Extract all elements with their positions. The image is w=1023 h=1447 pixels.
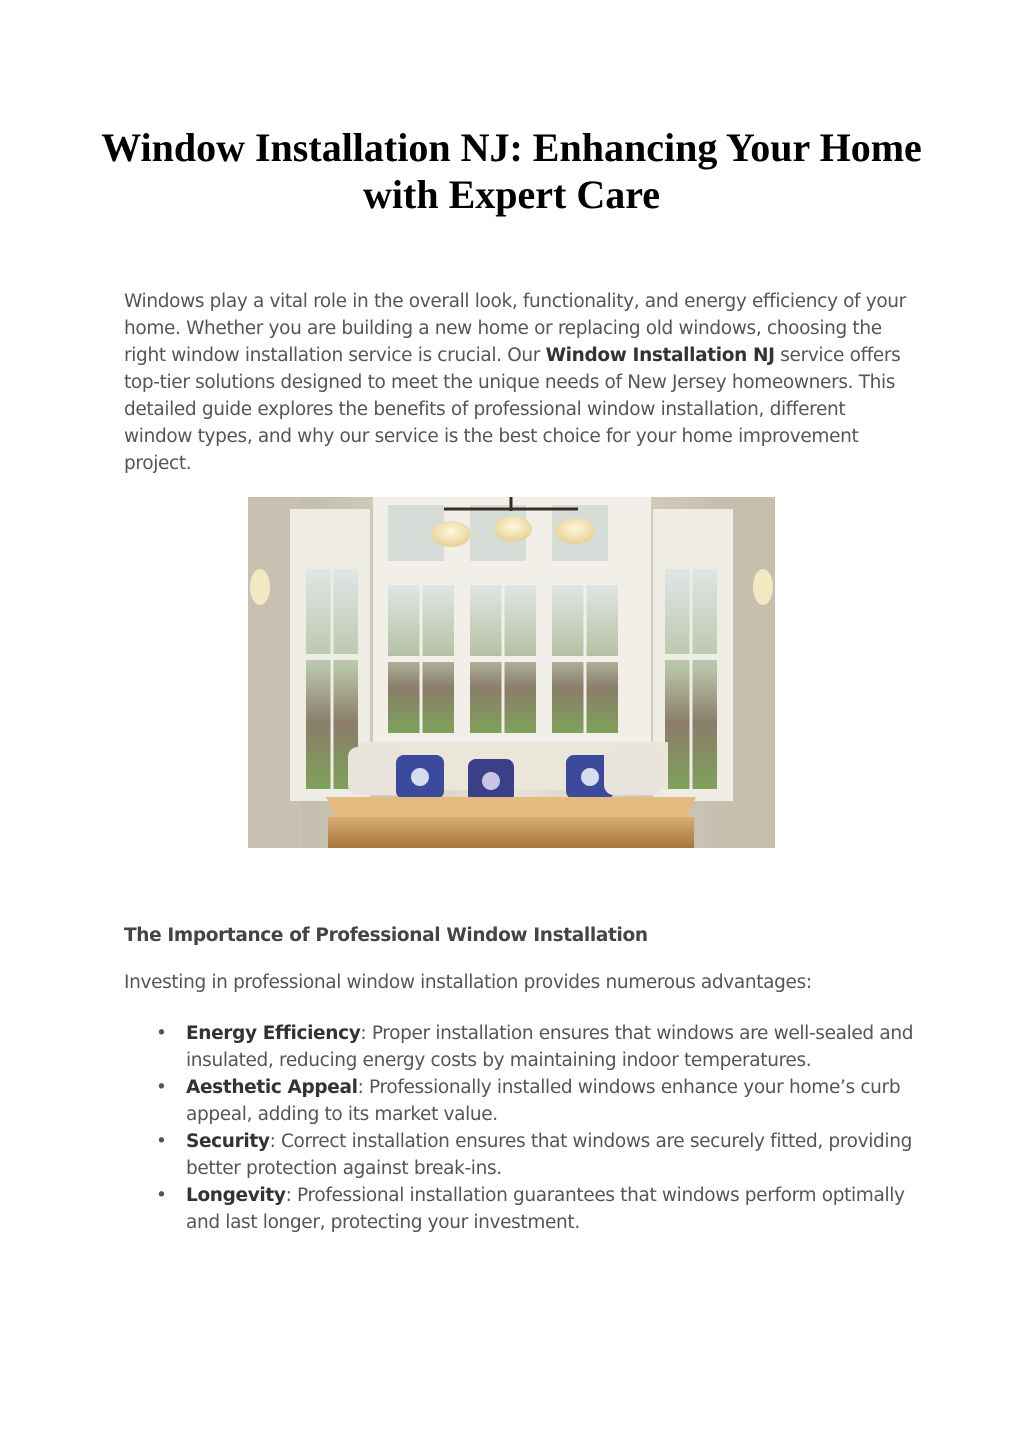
bullet-icon: •: [156, 1077, 167, 1098]
benefit-text: : Professionally installed windows enhance your home’s curb appeal, adding to its market value.: [186, 1077, 901, 1125]
bullet-icon: •: [156, 1185, 167, 1206]
benefit-text: : Proper installation ensures that windows are well-sealed and insulated, reducing energy costs by maintaining indoor temperatures.: [186, 1023, 914, 1071]
intro-text-end: service offers top-tier solutions designed to meet the unique needs of New Jersey homeowners. This detailed guide explores the benefits of professional window installation, different window types, and why our service is the best choice for your home improvement project.: [124, 345, 901, 474]
benefits-list: [124, 1020, 914, 1236]
benefit-term: Energy Efficiency: [186, 1023, 361, 1044]
benefit-term: Aesthetic Appeal: [186, 1077, 358, 1098]
document-title: Window Installation NJ: Enhancing Your Home with Expert Care: [101, 125, 922, 217]
section-lead: Investing in professional window installation provides numerous advantages:: [124, 972, 812, 993]
benefit-term: Security: [186, 1131, 270, 1152]
list-item: [124, 1074, 914, 1128]
intro-paragraph: [124, 288, 914, 477]
benefit-text: : Professional installation guarantees that windows perform optimally and last longer, protecting your investment.: [186, 1185, 905, 1233]
benefit-text: : Correct installation ensures that windows are securely fitted, providing better protection against break-ins.: [186, 1131, 912, 1179]
section-heading: The Importance of Professional Window Installation: [124, 925, 648, 946]
list-item: [124, 1020, 914, 1074]
bullet-icon: •: [156, 1131, 167, 1152]
intro-bold-keyword: Window Installation NJ: [545, 345, 775, 366]
list-item: [124, 1128, 914, 1182]
intro-text-start: Windows play a vital role in the overall look, functionality, and energy efficiency of your home. Whether you are building a new home or replacing old windows, choosing the right window installation service is crucial. Our: [124, 291, 906, 366]
benefit-term: Longevity: [186, 1185, 286, 1206]
window-seat-photo: [248, 497, 775, 848]
list-item: [124, 1182, 914, 1236]
bullet-icon: •: [156, 1023, 167, 1044]
